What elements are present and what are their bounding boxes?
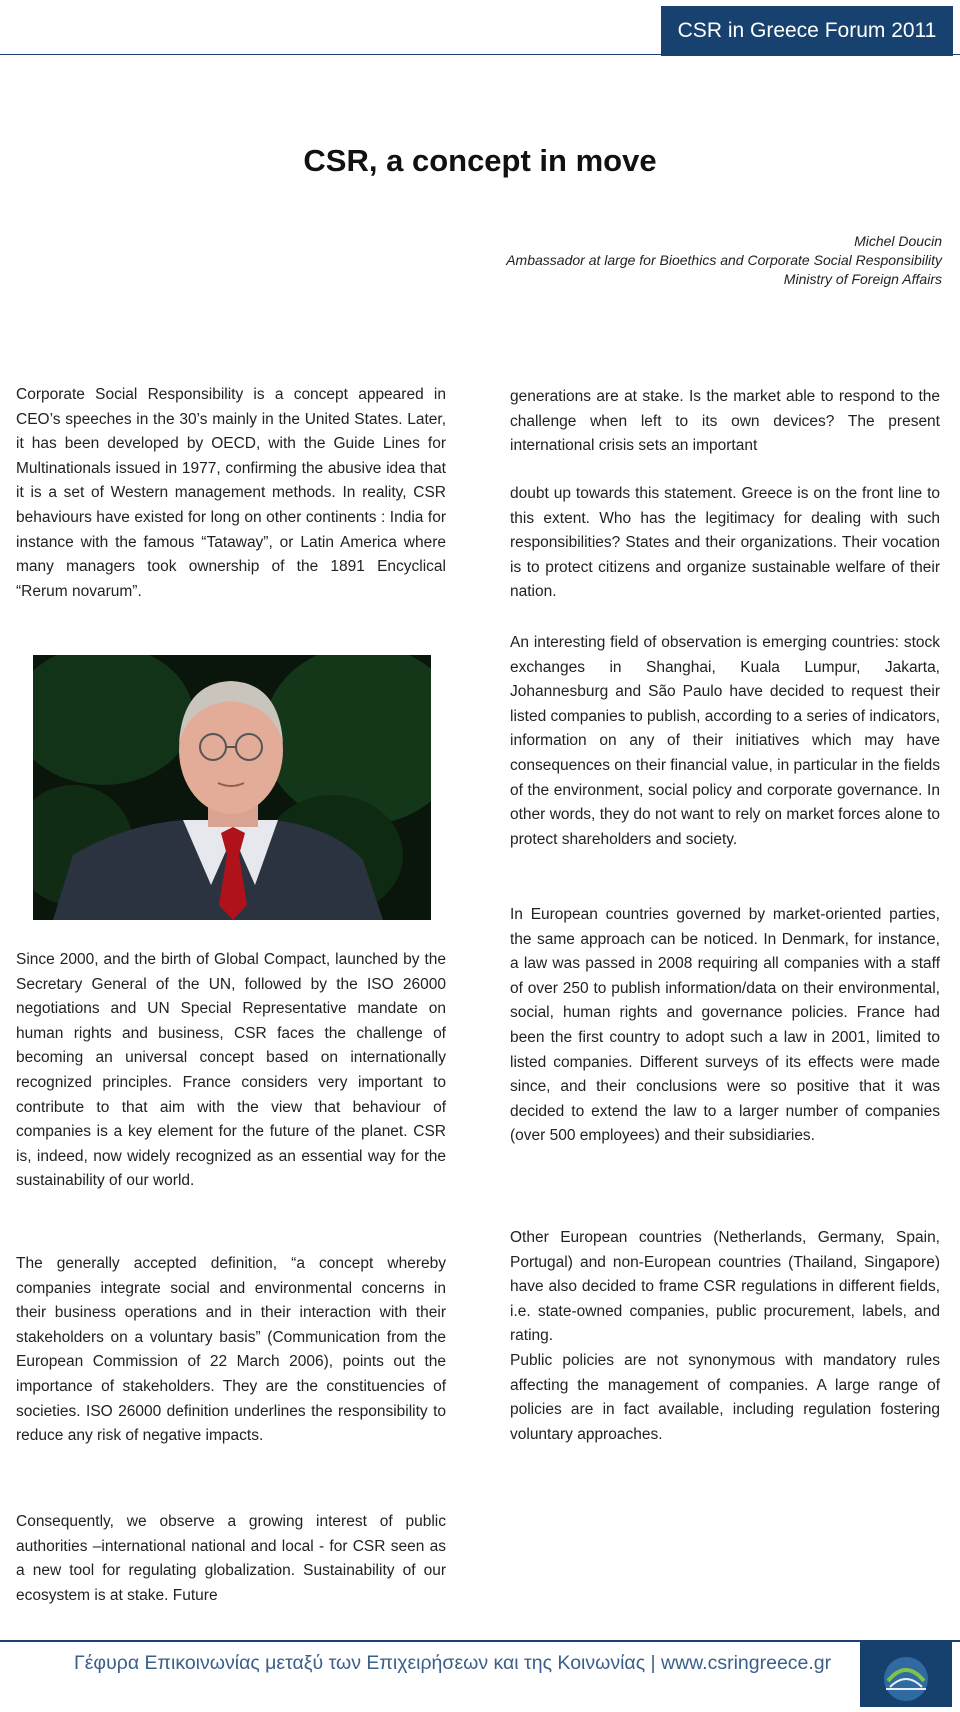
author-ministry: Ministry of Foreign Affairs [783, 271, 942, 287]
paragraph: Consequently, we observe a growing interest of public authorities –international national and local - for CSR seen as a new tool for regulating globalization. Sustainability of our ecosystem is at stake. Future [16, 1513, 446, 1604]
footer-tagline[interactable]: Γέφυρα Επικοινωνίας μεταξύ των Επιχειρήσεων και της Κοινωνίας | www.csringreece.gr [74, 1652, 832, 1674]
paragraph: generations are at stake. Is the market able to respond to the challenge when left to its own devices? The present international crisis sets an important [510, 388, 940, 455]
paragraph: The generally accepted definition, “a concept whereby companies integrate social and environmental concerns in their business operations and in their interaction with their stakeholders on a voluntary basis” (Communication from the European Commission of 22 March 2006), points out the importance of stakeholders. They are the constituencies of societies. ISO 26000 definition underlines the responsibility to reduce any risk of negative impacts. [16, 1255, 446, 1445]
portrait-illustration [33, 655, 431, 920]
forum-label: CSR in Greece Forum 2011 [677, 19, 937, 42]
paragraph: In European countries governed by market-oriented parties, the same approach can be noticed. In Denmark, for instance, a law was passed in 2008 requiring all companies with a staff of over 250 to publish information/data on their environmental, social, human rights and governance policies. France had been the first country to adopt such a law in 2001, limited to listed companies. Different surveys of its effects were made since, and their conclusions were so positive that it was decided to extend the law to a larger number of companies (over 500 employees) and their subsidiaries. [510, 906, 940, 1145]
author-photo [33, 655, 431, 920]
paragraph: An interesting field of observation is emerging countries: stock exchanges in Shanghai, Kuala Lumpur, Jakarta, Johannesburg and São Paulo have decided to request their listed companies to publish, according to a series of indicators, information on any of their initiatives which may have consequences on their financial value, in particular in the fields of the environment, social policy and corporate governance. In other words, they do not want to rely on market forces alone to protect shareholders and society. [510, 634, 940, 848]
author-role: Ambassador at large for Bioethics and Corporate Social Responsibility [506, 252, 942, 268]
footer-rule [0, 1640, 960, 1642]
bridge-logo-icon [860, 1641, 952, 1707]
forum-logo [860, 1641, 952, 1707]
author-name: Michel Doucin [854, 233, 942, 249]
paragraph: Public policies are not synonymous with mandatory rules affecting the management of companies. A large range of policies are in fact available, including regulation fostering voluntary approaches. [510, 1351, 940, 1443]
paragraph: Since 2000, and the birth of Global Compact, launched by the Secretary General of the UN, followed by the ISO 26000 negotiations and UN Special Representative mandate on human rights and business, CSR faces the challenge of becoming an universal concept based on internationally recognized principles. France considers very important to contribute to that aim with the view that behaviour of companies is a key element for the future of the planet. CSR is, indeed, now widely recognized as an essential way for the sustainability of our world. [16, 951, 446, 1190]
paragraph: doubt up towards this statement. Greece is on the front line to this extent. Who has the legitimacy for dealing with such responsibilities? States and their organizations. Their vocation is to protect citizens and organize sustainable welfare of their nation. [510, 485, 940, 601]
forum-header-badge [661, 6, 953, 56]
article-title: CSR, a concept in move [303, 143, 657, 178]
paragraph: Corporate Social Responsibility is a concept appeared in CEO’s speeches in the 30’s mainly in the United States. Later, it has been developed by OECD, with the Guide Lines for Multinationals issued in 1977, confirming the abusive idea that it is a set of Western management methods. In reality, CSR behaviours have existed for long on other continents : India for instance with the famous “Tataway”, or Latin America where many managers took ownership of the 1891 Encyclical “Rerum novarum”. [16, 386, 446, 600]
paragraph: Other European countries (Netherlands, Germany, Spain, Portugal) and non-European countries (Thailand, Singapore) have also decided to frame CSR regulations in different fields, i.e. state-owned companies, public procurement, labels, and rating. [510, 1229, 940, 1345]
paragraph-group [510, 1226, 940, 1447]
author-byline [506, 232, 942, 289]
